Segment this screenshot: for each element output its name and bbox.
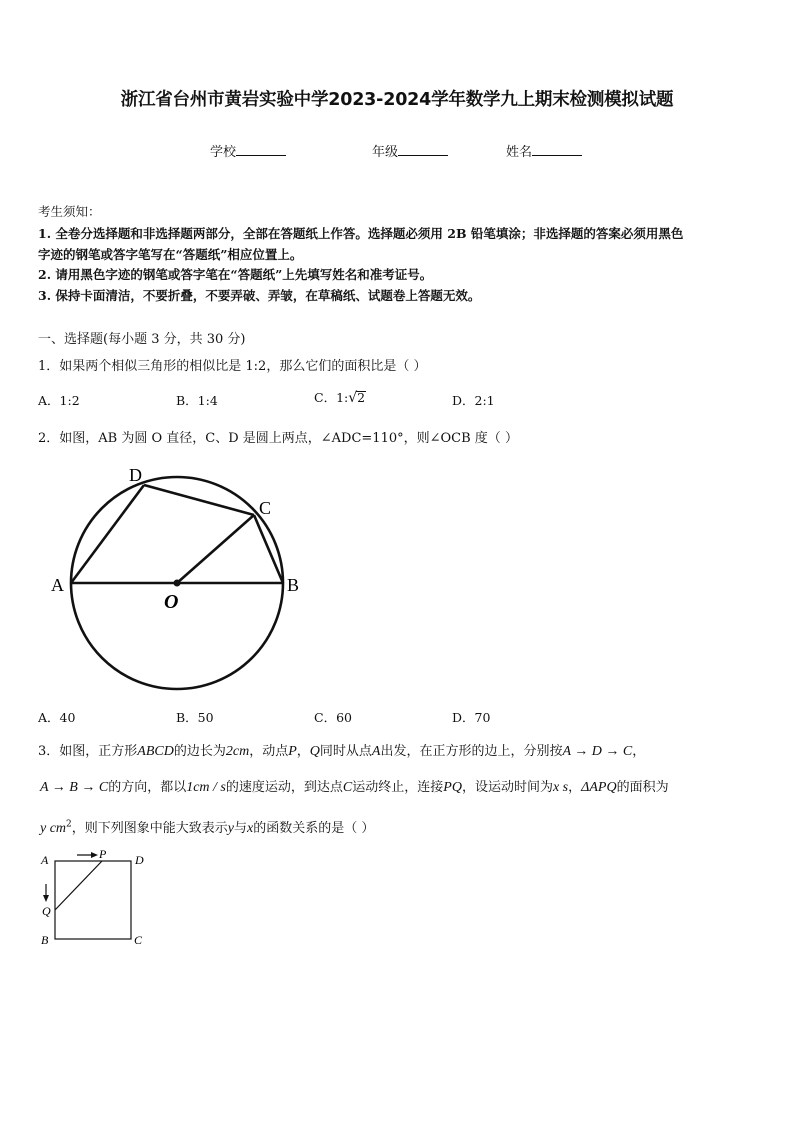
q3-math: x s — [552, 780, 569, 795]
arrow-q-head — [43, 895, 49, 902]
q3-text: 出发，在正方形的边上，分别按 — [380, 744, 563, 759]
note-line-3: 3. 保持卡面清洁，不要折叠，不要弄破、弄皱，在草稿纸、试题卷上答题无效。 — [38, 288, 481, 303]
note-line-1b: 字迹的钢笔或答字笔写在“答题纸”相应位置上。 — [38, 247, 303, 262]
q1-option-d[interactable]: D．2:1 — [452, 393, 495, 408]
q3-math: x — [247, 821, 254, 836]
q3-math: A → B → C — [40, 780, 109, 795]
q3-math: P — [288, 744, 297, 759]
q3-text: 的面积为 — [616, 780, 669, 795]
q3-text: 与 — [234, 821, 248, 836]
grade-label: 年级 — [372, 145, 399, 160]
q3-line-1 — [38, 740, 645, 760]
q1-option-a[interactable]: A．1:2 — [38, 393, 80, 408]
q3-text: ，动点 — [249, 744, 289, 759]
q1-option-c-prefix: C．1: — [314, 390, 349, 405]
q3-text: 的速度运动，到达点 — [225, 780, 343, 795]
q1-option-c[interactable] — [314, 388, 366, 406]
label-a: A — [41, 853, 49, 867]
q3-text: ， — [568, 780, 582, 795]
label-b: B — [287, 575, 300, 595]
name-blank[interactable] — [532, 143, 582, 156]
q3-math: C — [342, 780, 353, 795]
q2-stem: 2．如图，AB 为圆 O 直径，C、D 是圆上两点，∠ADC=110°，则∠OCB 度（ ） — [38, 431, 518, 446]
q3-line-3 — [40, 817, 374, 837]
grade-field — [372, 141, 448, 160]
q1-option-c-root: 2 — [357, 390, 366, 405]
q2-option-a[interactable]: A．40 — [38, 710, 76, 725]
segment-pq — [55, 861, 102, 910]
label-d: D — [135, 853, 144, 867]
q3-math: 2cm — [225, 744, 250, 759]
q2-option-c[interactable]: C．60 — [314, 710, 352, 725]
q2-option-b[interactable]: B．50 — [176, 710, 214, 725]
q1-stem: 1．如果两个相似三角形的相似比是 1:2，那么它们的面积比是（ ） — [38, 359, 427, 374]
chord-dc — [144, 485, 254, 515]
q3-math: A — [371, 744, 381, 759]
q3-math: A → D → C — [562, 744, 633, 759]
q3-math: 2 — [66, 819, 72, 830]
notes-heading: 考生须知： — [38, 204, 101, 219]
q3-math: ABCD — [137, 744, 174, 759]
q3-math: 1cm / s — [186, 780, 226, 795]
name-field — [506, 141, 582, 160]
school-blank[interactable] — [236, 143, 286, 156]
q3-text: ，则下列图象中能大致表示 — [71, 821, 228, 836]
label-b: B — [41, 933, 49, 947]
q3-math: Q — [309, 744, 320, 759]
circle-diagram — [40, 460, 320, 700]
center-dot — [174, 580, 181, 587]
note-line-2: 2. 请用黑色字迹的钢笔或答字笔在“答题纸”上先填写姓名和准考证号。 — [38, 267, 433, 282]
square-abcd — [55, 861, 131, 939]
label-q: Q — [42, 904, 51, 918]
label-c: C — [259, 498, 272, 518]
page-title: 浙江省台州市黄岩实验中学2023-2024学年数学九上期末检测模拟试题 — [120, 90, 674, 110]
q3-text: 的方向，都以 — [108, 780, 187, 795]
q1-option-b[interactable]: B．1:4 — [176, 393, 218, 408]
q3-text: ， — [296, 744, 310, 759]
sqrt-symbol: √ — [348, 390, 358, 406]
q3-text: 3．如图，正方形 — [38, 744, 138, 759]
q3-line-2 — [40, 776, 669, 796]
segment-oc — [177, 515, 254, 583]
q3-text: ，设运动时间为 — [461, 780, 553, 795]
q3-math: PQ — [443, 780, 462, 795]
school-label: 学校 — [210, 145, 237, 160]
section-heading: 一、选择题(每小题 3 分，共 30 分) — [38, 332, 246, 347]
label-d: D — [129, 465, 142, 485]
q3-math: ΔAPQ — [581, 780, 617, 795]
square-diagram — [36, 845, 156, 955]
q3-text: 的边长为 — [173, 744, 226, 759]
arrow-p-head — [91, 852, 98, 858]
q3-math: y — [227, 821, 235, 836]
label-p: P — [99, 847, 107, 861]
q3-text: ， — [632, 744, 646, 759]
label-o: O — [164, 591, 179, 613]
label-a: A — [51, 575, 64, 595]
q3-text: 同时从点 — [319, 744, 372, 759]
q3-text: 运动终止，连接 — [352, 780, 444, 795]
grade-blank[interactable] — [398, 143, 448, 156]
q2-option-d[interactable]: D．70 — [452, 710, 491, 725]
q3-text: 的函数关系的是（ ） — [253, 821, 375, 836]
q3-math: y cm — [40, 821, 67, 836]
school-field — [210, 141, 286, 160]
note-line-1: 1. 全卷分选择题和非选择题两部分，全部在答题纸上作答。选择题必须用 2B 铅笔填涂；非选择题的答案必须用黑色 — [38, 226, 684, 241]
name-label: 姓名 — [506, 145, 533, 160]
label-c: C — [134, 933, 143, 947]
